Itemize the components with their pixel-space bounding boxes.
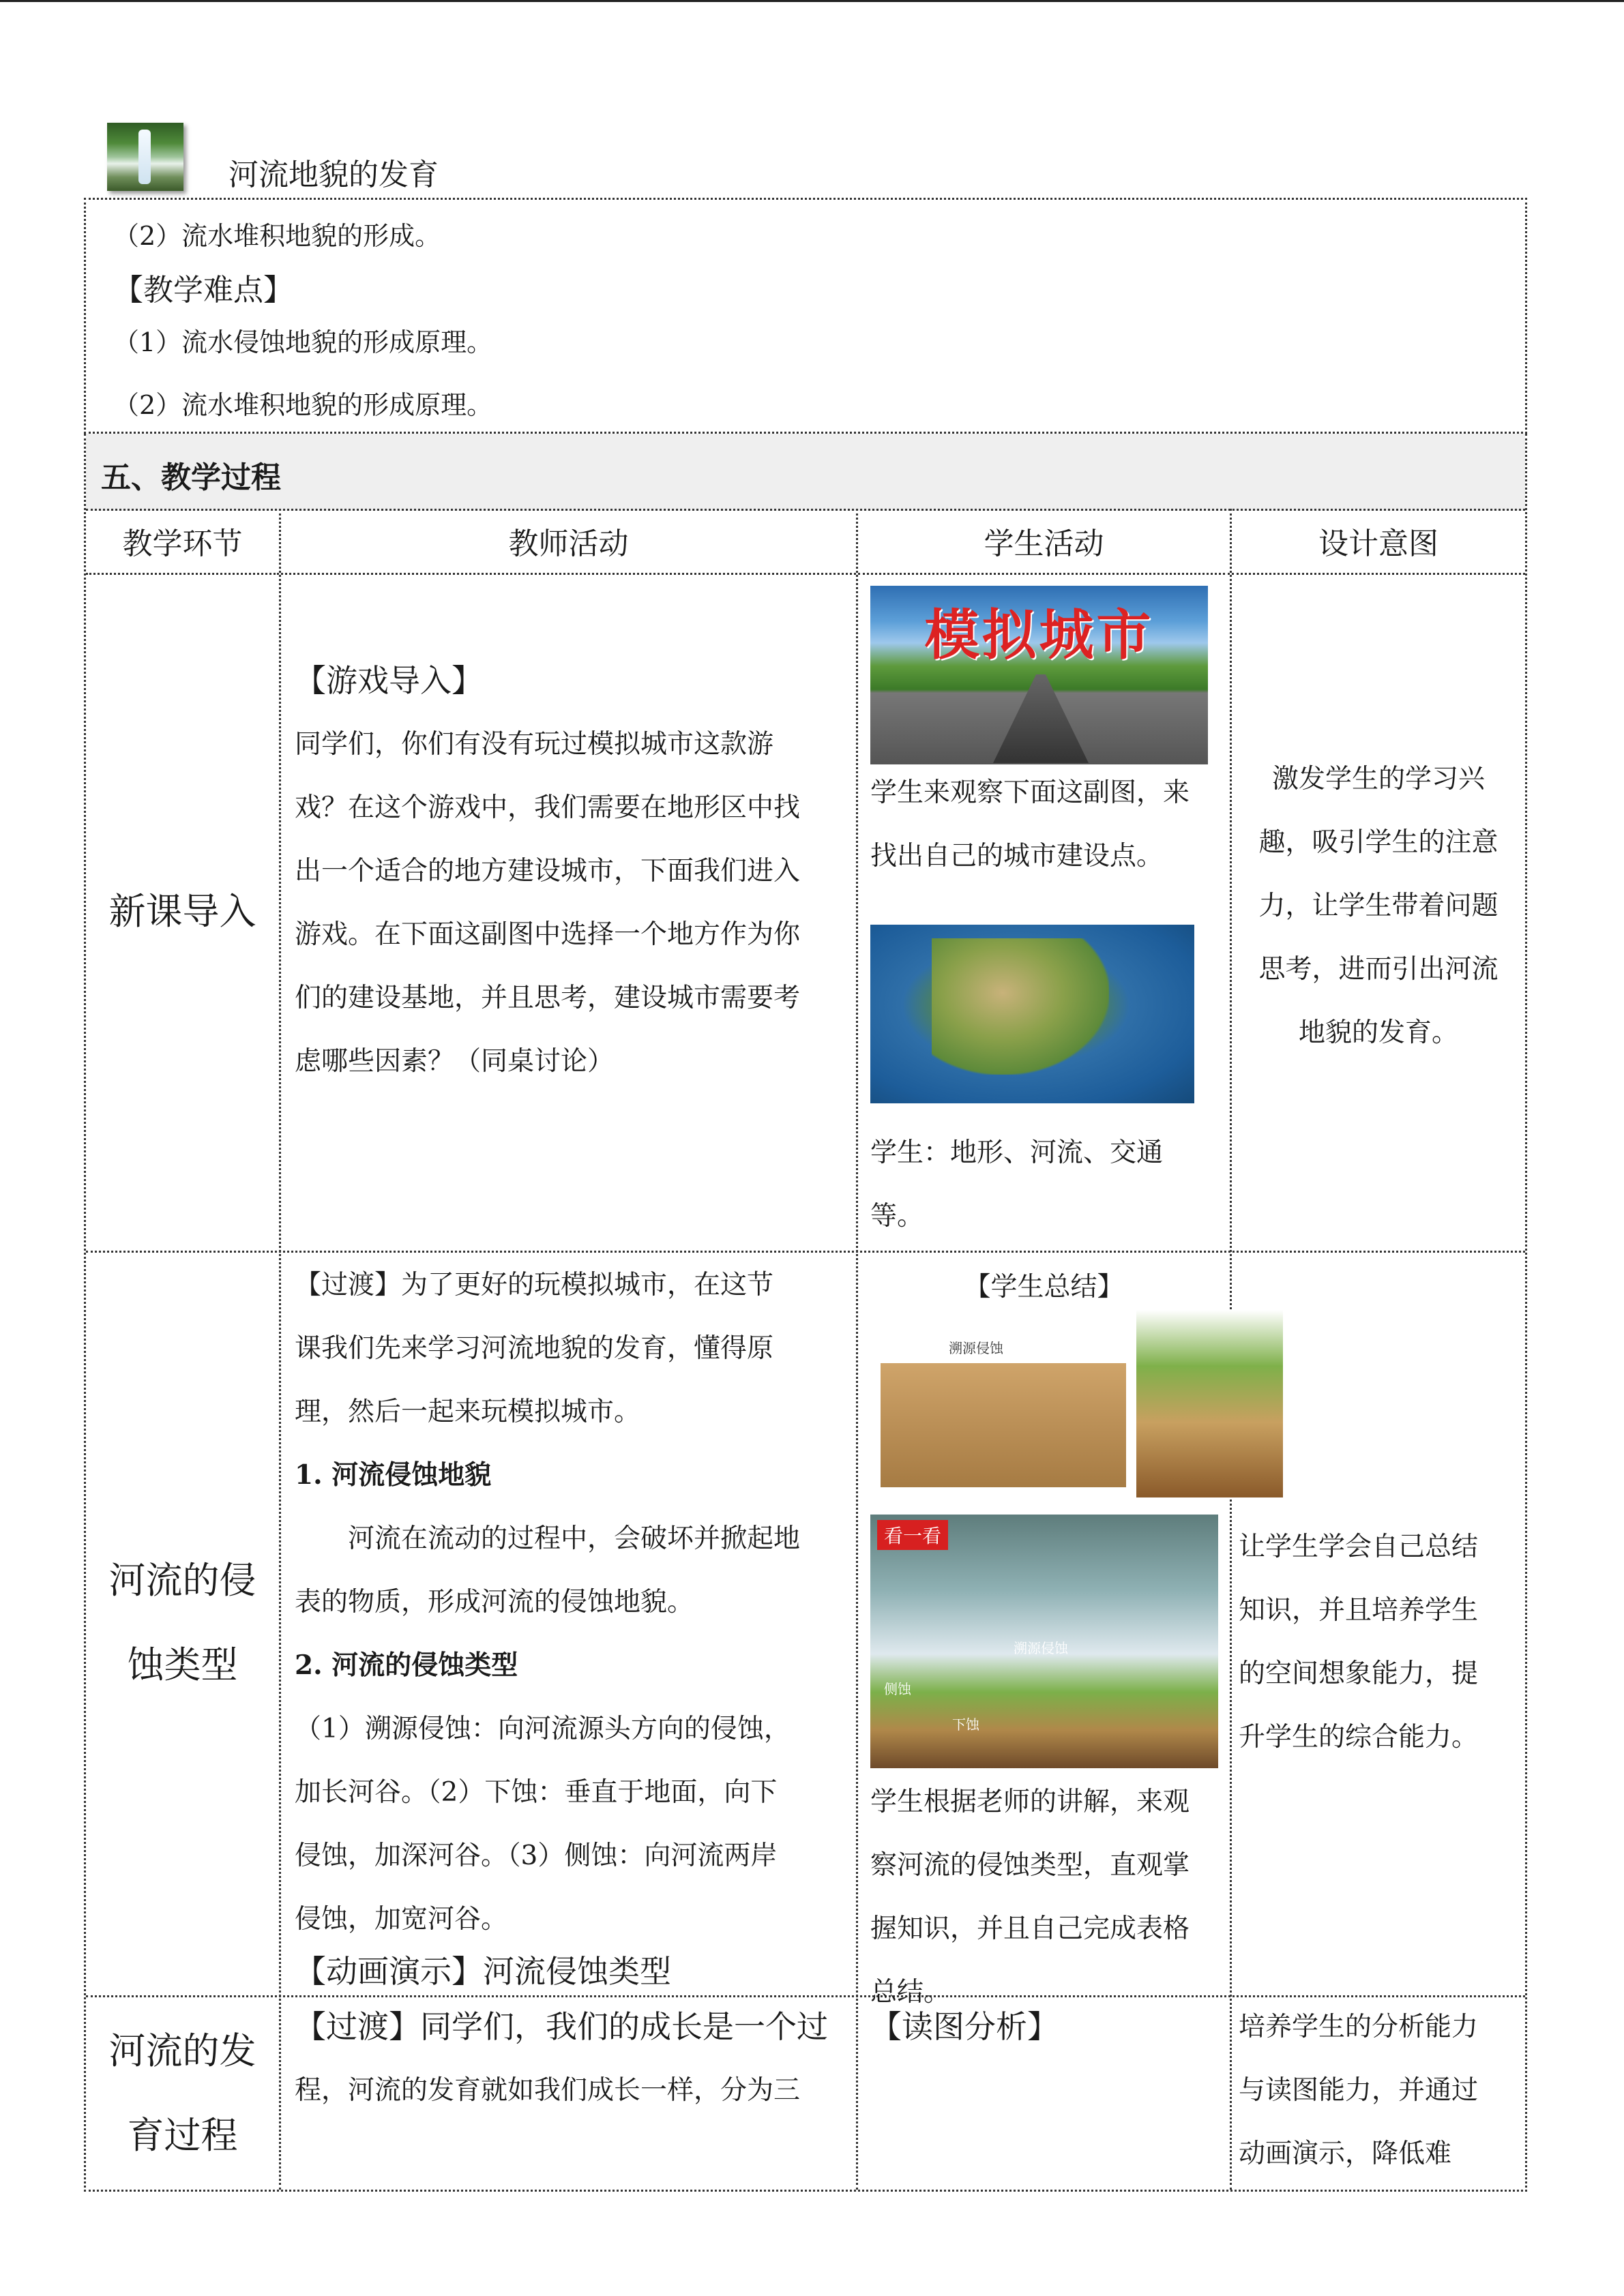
text-line: 知识，并且培养学生 <box>1239 1595 1479 1626</box>
text-line: （2）流水堆积地貌的形成原理。 <box>113 390 493 420</box>
text-line: 培养学生的分析能力 <box>1239 2012 1479 2042</box>
page-top-border <box>0 0 1624 2</box>
text-line: 学生来观察下面这副图，来 <box>870 777 1190 808</box>
column-header-teacher: 教师活动 <box>281 509 856 575</box>
text-line: 理，然后一起来玩模拟城市。 <box>295 1397 641 1427</box>
text-line: 侵蚀，加宽河谷。 <box>295 1904 508 1935</box>
teaching-difficulties-box <box>84 198 1527 434</box>
text-line: 趣，吸引学生的注意 <box>1258 827 1498 858</box>
text-line: 【游戏导入】 <box>295 662 483 699</box>
erosion-before-after-diagram <box>1136 1310 1283 1497</box>
text-line: 学生：地形、河流、交通 <box>870 1137 1164 1168</box>
section-heading: 【教学难点】 <box>113 273 293 308</box>
teacher-activity-intro <box>295 649 847 1093</box>
stage-label: 河流的发 <box>108 2029 256 2072</box>
section-header <box>86 434 1525 511</box>
design-intent-erosion <box>1239 1515 1518 1769</box>
teacher-activity-development <box>295 1995 847 2122</box>
column-header-intent: 设计意图 <box>1232 509 1525 575</box>
text-line: （1）流水侵蚀地貌的形成原理。 <box>113 327 493 357</box>
text-line: 虑哪些因素？（同桌讨论） <box>295 1046 615 1077</box>
text-line: 【过渡】为了更好的玩模拟城市，在这节 <box>295 1270 774 1300</box>
text-line: 【动画演示】河流侵蚀类型 <box>295 1953 671 1990</box>
text-line: 【学生总结】 <box>964 1272 1124 1302</box>
column-divider <box>856 509 858 2190</box>
kan-yi-kan-tag: 看一看 <box>877 1520 948 1550</box>
stage-cell-intro <box>86 573 279 1251</box>
sim-city-road-image <box>870 586 1208 764</box>
stage-cell-erosion <box>86 1251 279 1995</box>
text-line: （1）溯源侵蚀：向河流源头方向的侵蚀， <box>295 1714 791 1744</box>
text-line: 动画演示，降低难 <box>1239 2138 1452 2169</box>
north-america-map-image <box>870 925 1194 1103</box>
waterfall-photo-icon <box>107 123 183 191</box>
text-line: 出一个适合的地方建设城市，下面我们进入 <box>295 856 801 886</box>
teaching-process-table <box>84 434 1527 2192</box>
text-line: 2. 河流的侵蚀类型 <box>295 1650 518 1681</box>
text-line: 同学们，你们有没有玩过模拟城市这款游 <box>295 729 774 760</box>
text-line: 侵蚀，加深河谷。（3）侧蚀：向河流两岸 <box>295 1840 778 1871</box>
student-activity-erosion <box>870 1770 1225 2024</box>
text-line: 【过渡】同学们，我们的成长是一个过 <box>295 2008 828 2045</box>
text-line: 升学生的综合能力。 <box>1239 1722 1479 1753</box>
text-line: 力，让学生带着问题 <box>1258 891 1498 921</box>
text-line: 思考，进而引出河流 <box>1258 954 1498 985</box>
text-line: 让学生学会自己总结 <box>1239 1532 1479 1562</box>
text-line: 加长河谷。（2）下蚀：垂直于地面，向下 <box>295 1777 778 1808</box>
text-line: 总结。 <box>870 1977 951 2008</box>
diagram-label: 下蚀 <box>952 1716 979 1733</box>
diagram-label: 溯源侵蚀 <box>949 1340 1003 1356</box>
text-line: 找出自己的城市建设点。 <box>870 841 1164 871</box>
student-activity-development <box>870 1995 1225 2059</box>
student-activity-text <box>870 761 1222 888</box>
text-line: 的空间想象能力，提 <box>1239 1658 1479 1689</box>
section-title: 五、教学过程 <box>101 460 281 495</box>
stage-label: 新课导入 <box>108 890 256 933</box>
text-line: 察河流的侵蚀类型，直观掌 <box>870 1850 1190 1881</box>
text-line: 们的建设基地，并且思考，建设城市需要考 <box>295 983 801 1013</box>
row-divider <box>86 1251 1525 1253</box>
text-line: 表的物质，形成河流的侵蚀地貌。 <box>295 1587 694 1617</box>
page-title: 河流地貌的发育 <box>228 158 439 192</box>
text-line: 1. 河流侵蚀地貌 <box>295 1459 492 1491</box>
erosion-block-diagram <box>881 1310 1126 1487</box>
diagram-label: 溯源侵蚀 <box>1014 1640 1068 1656</box>
text-line: 游戏。在下面这副图中选择一个地方作为你 <box>295 919 801 950</box>
design-intent-development <box>1239 1995 1518 2186</box>
text-line: 与读图能力，并通过 <box>1239 2075 1479 2106</box>
text-line: 等。 <box>870 1201 924 1232</box>
text-line: 程，河流的发育就如我们成长一样，分为三 <box>295 2075 801 2106</box>
text-line: 河流在流动的过程中，会破坏并掀起地 <box>295 1523 801 1554</box>
text-line: 握知识，并且自己完成表格 <box>870 1913 1190 1944</box>
stage-cell-development <box>86 1995 279 2192</box>
column-divider <box>279 509 281 2190</box>
column-header-student: 学生活动 <box>858 509 1230 575</box>
text-line: 【读图分析】 <box>870 2008 1059 2045</box>
text-line: 课我们先来学习河流地貌的发育，懂得原 <box>295 1333 774 1364</box>
text-line: 地貌的发育。 <box>1298 1017 1458 1048</box>
text-line: 学生根据老师的讲解，来观 <box>870 1787 1190 1817</box>
stage-label: 育过程 <box>127 2114 238 2157</box>
erosion-types-3d-image <box>870 1515 1218 1768</box>
stage-label: 河流的侵 <box>108 1559 256 1602</box>
design-intent-intro <box>1239 747 1518 1064</box>
stage-label: 蚀类型 <box>127 1643 238 1686</box>
text-line: 戏？在这个游戏中，我们需要在地形区中找 <box>295 792 801 823</box>
student-answer-text <box>870 1121 1222 1248</box>
text-line: （2）流水堆积地貌的形成。 <box>113 221 441 251</box>
diagram-label: 侧蚀 <box>884 1681 911 1697</box>
image-title: 模拟城市 <box>924 603 1154 667</box>
text-line: 激发学生的学习兴 <box>1271 764 1485 794</box>
teacher-activity-erosion <box>295 1253 847 1992</box>
column-header-stage: 教学环节 <box>86 509 279 575</box>
